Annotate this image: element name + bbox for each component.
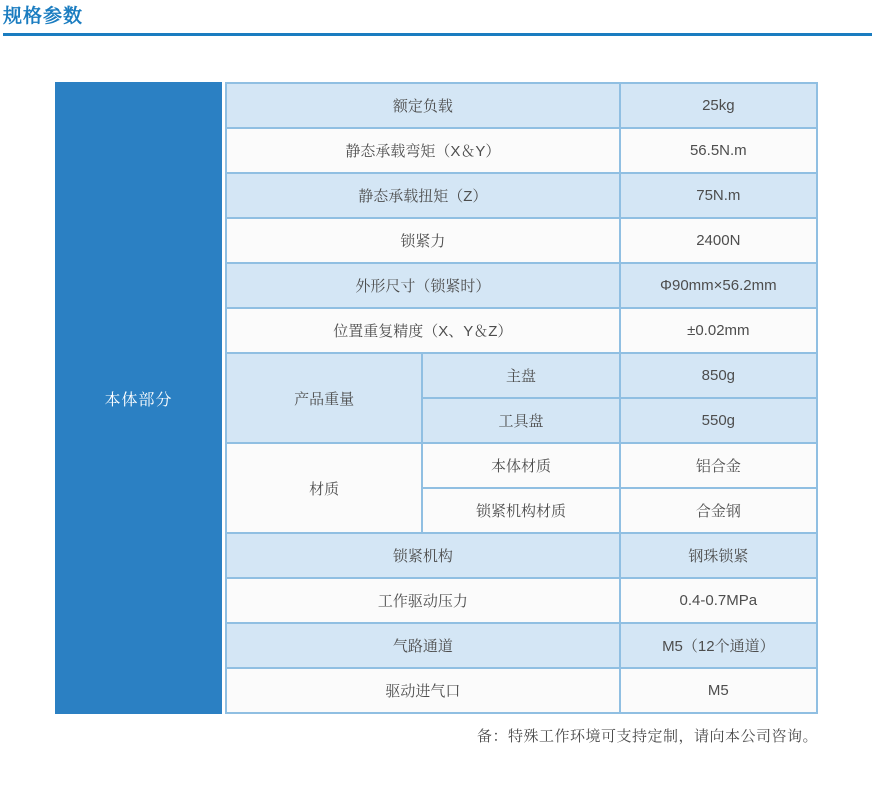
spec-value: 0.4-0.7MPa	[620, 578, 817, 623]
spec-label: 锁紧力	[226, 218, 620, 263]
spec-group-label-weight: 产品重量	[226, 353, 422, 443]
spec-value: 75N.m	[620, 173, 817, 218]
spec-value: ±0.02mm	[620, 308, 817, 353]
spec-body-table	[225, 82, 818, 714]
table-row	[226, 623, 817, 668]
table-row	[226, 668, 817, 713]
spec-label: 外形尺寸（锁紧时）	[226, 263, 620, 308]
spec-group-label-material: 材质	[226, 443, 422, 533]
spec-value: M5	[620, 668, 817, 713]
table-row	[226, 533, 817, 578]
spec-label: 静态承载弯矩（X＆Y）	[226, 128, 620, 173]
spec-value: 550g	[620, 398, 817, 443]
table-row	[226, 443, 817, 488]
table-row	[226, 353, 817, 398]
table-row	[226, 83, 817, 128]
spec-value: 850g	[620, 353, 817, 398]
spec-label: 锁紧机构	[226, 533, 620, 578]
spec-label: 额定负载	[226, 83, 620, 128]
page-title: 规格参数	[3, 6, 84, 27]
spec-value: 25kg	[620, 83, 817, 128]
spec-sublabel: 主盘	[422, 353, 619, 398]
spec-value: 铝合金	[620, 443, 817, 488]
spec-label: 位置重复精度（X、Y＆Z）	[226, 308, 620, 353]
spec-label: 气路通道	[226, 623, 620, 668]
spec-label: 静态承载扭矩（Z）	[226, 173, 620, 218]
footer-note: 备：特殊工作环境可支持定制，请向本公司咨询。	[476, 728, 818, 745]
page-header	[0, 0, 874, 36]
table-row	[226, 218, 817, 263]
title-rule	[3, 33, 872, 36]
table-row	[226, 308, 817, 353]
spec-sublabel: 锁紧机构材质	[422, 488, 619, 533]
spec-label: 工作驱动压力	[226, 578, 620, 623]
spec-table	[55, 82, 818, 714]
spec-sublabel: 工具盘	[422, 398, 619, 443]
spec-value: 合金钢	[620, 488, 817, 533]
table-row	[226, 173, 817, 218]
table-row	[226, 128, 817, 173]
spec-value: 钢珠锁紧	[620, 533, 817, 578]
spec-value: 2400N	[620, 218, 817, 263]
spec-value: Φ90mm×56.2mm	[620, 263, 817, 308]
table-row	[226, 263, 817, 308]
spec-value: M5（12个通道）	[620, 623, 817, 668]
table-row	[226, 578, 817, 623]
spec-label: 驱动进气口	[226, 668, 620, 713]
group-cell-body-section: 本体部分	[55, 82, 222, 714]
spec-sublabel: 本体材质	[422, 443, 619, 488]
spec-value: 56.5N.m	[620, 128, 817, 173]
